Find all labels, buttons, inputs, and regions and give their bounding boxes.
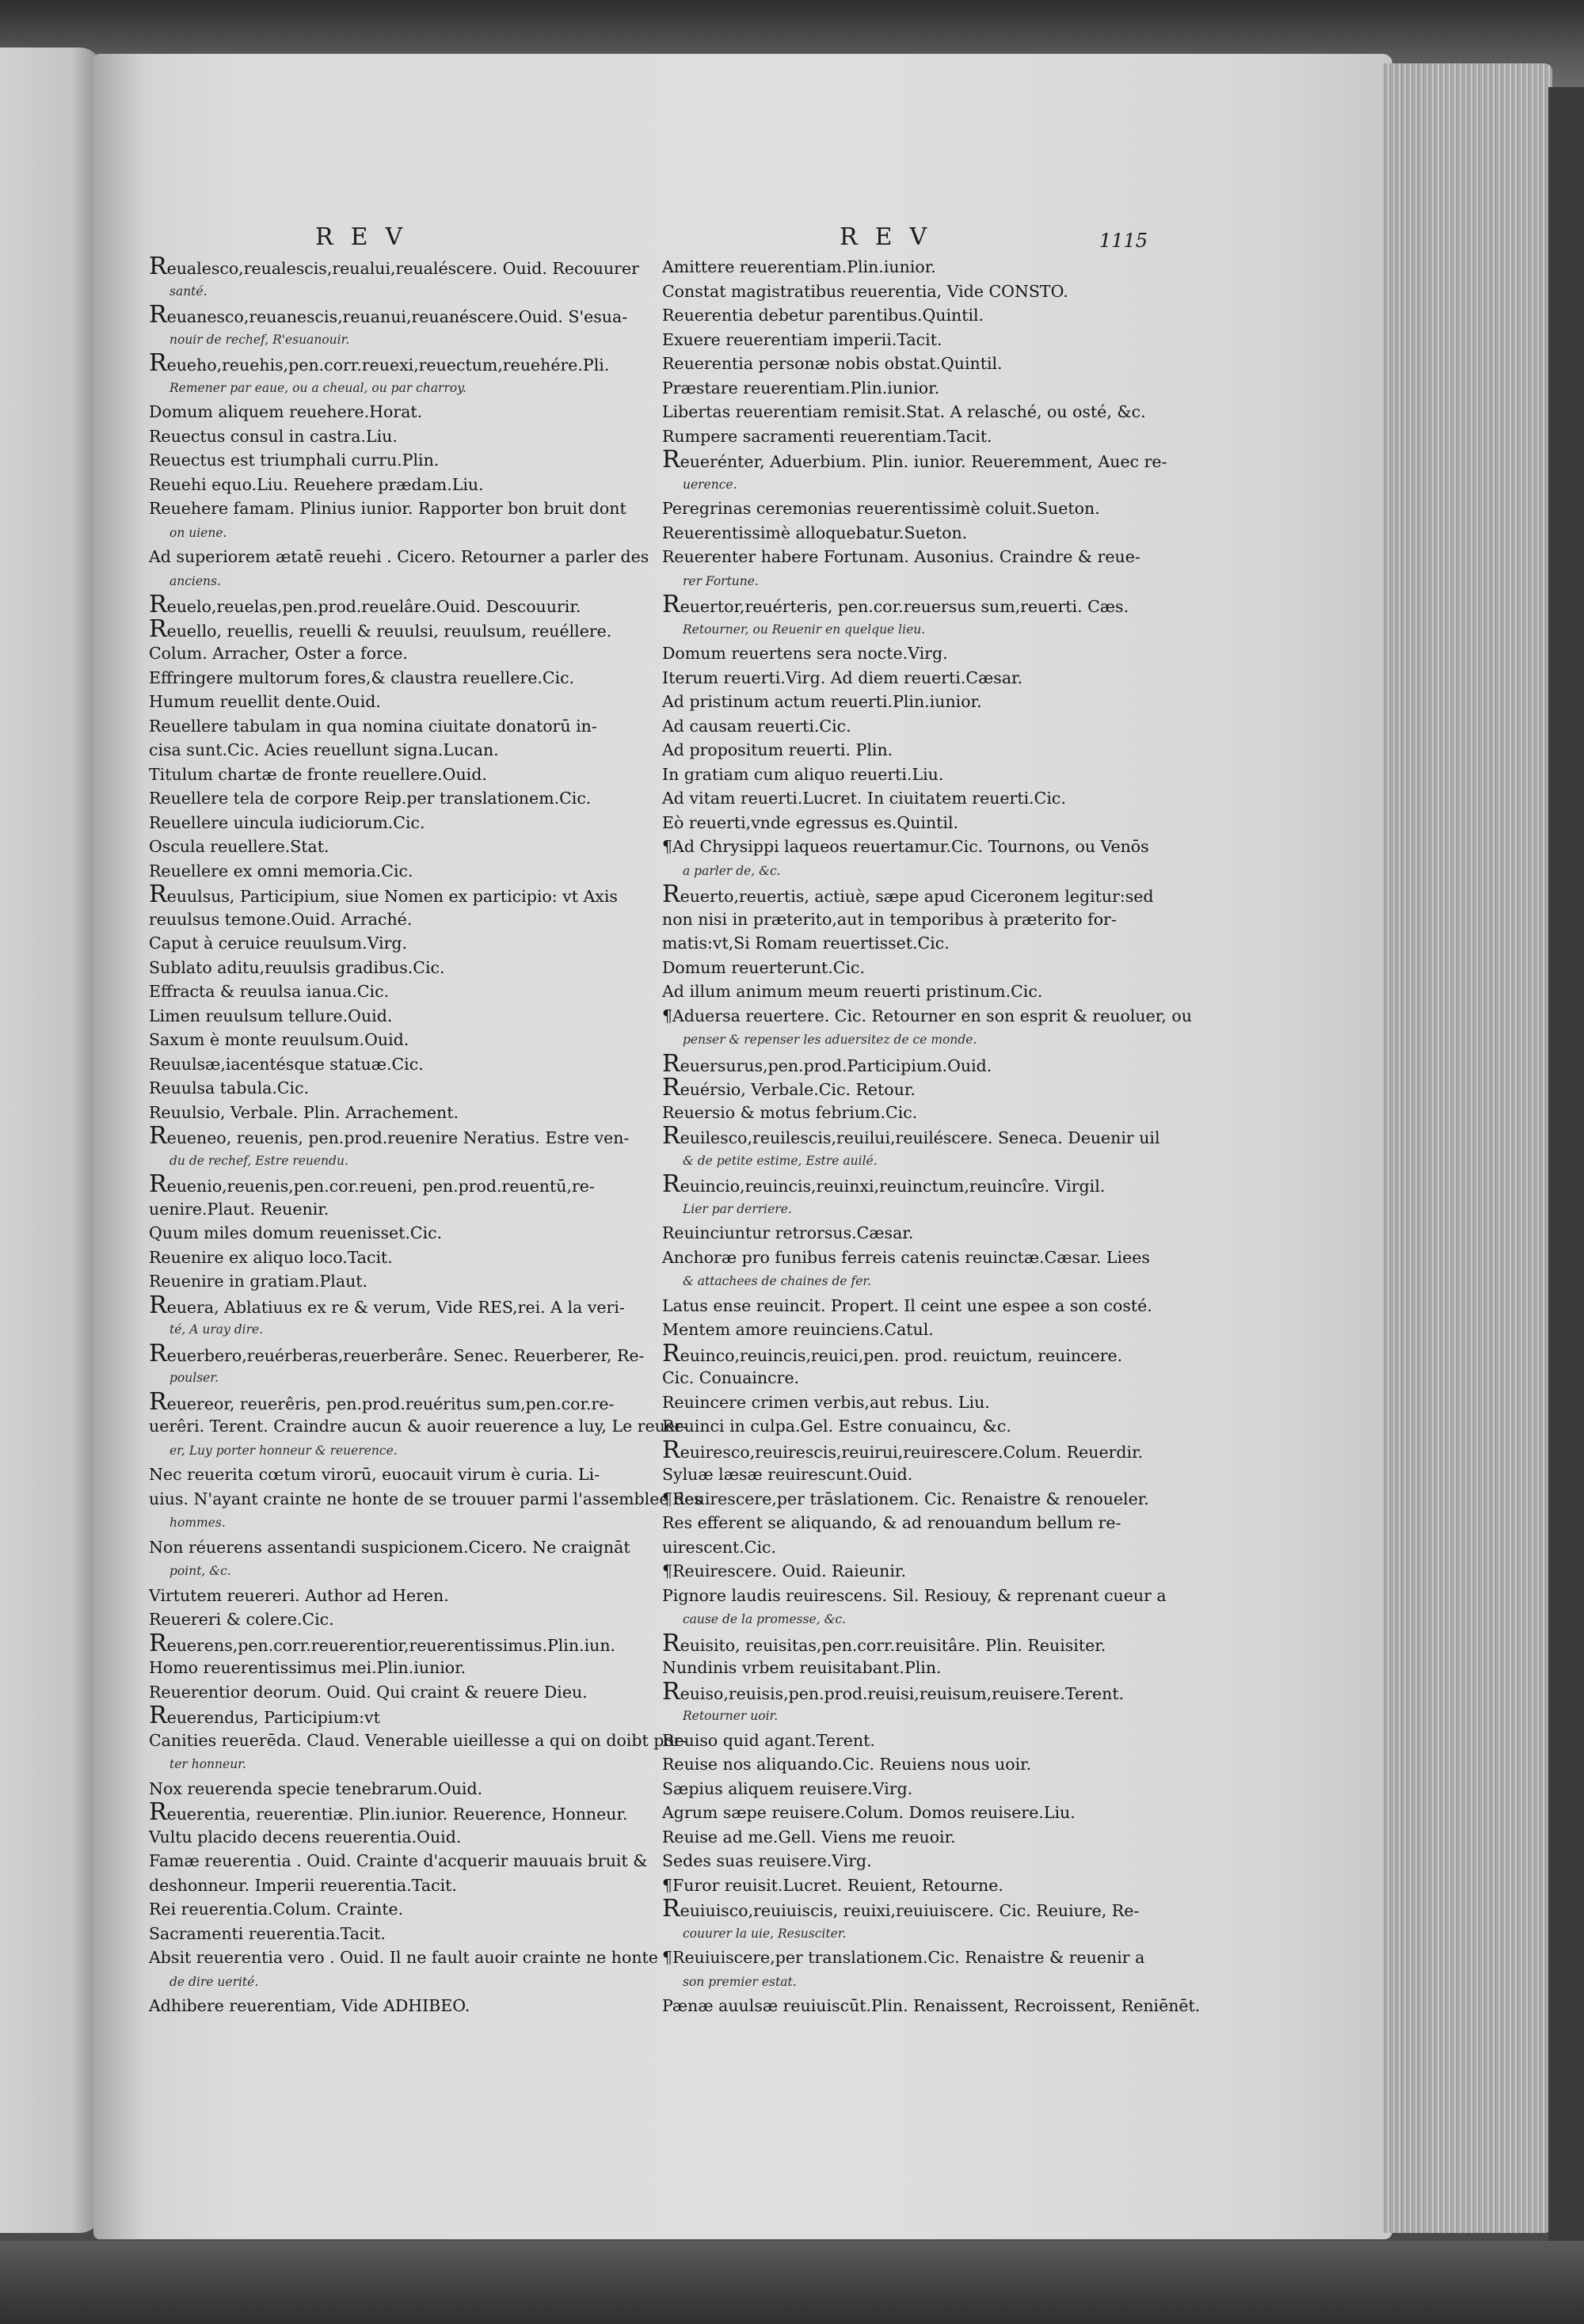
dictionary-headword-line: Reuerbero,reuérberas,reuerberâre. Senec. Reuerberer, Re- bbox=[149, 1339, 645, 1367]
dictionary-line: Reuincere crimen verbis,aut rebus. Liu. bbox=[662, 1392, 990, 1412]
dictionary-headword-line: Reueneo, reuenis, pen.prod.reuenire Neratius. Estre ven- bbox=[149, 1122, 630, 1150]
dictionary-headword-line: Reuerénter, Aduerbium. Plin. iunior. Reueremment, Auec re- bbox=[662, 446, 1167, 474]
book-cover-edge bbox=[1548, 87, 1584, 2241]
dictionary-headword-line: Reuenio,reuenis,pen.cor.reueni, pen.prod.reuentū,re- bbox=[149, 1170, 595, 1198]
french-gloss-line: Lier par derriere. bbox=[683, 1201, 792, 1216]
dictionary-line: Reuehi equo.Liu. Reuehere prædam.Liu. bbox=[149, 474, 484, 494]
dictionary-line: Saxum è monte reuulsum.Ouid. bbox=[149, 1030, 409, 1049]
dictionary-line: Cic. Conuaincre. bbox=[662, 1368, 800, 1387]
dictionary-headword-line: Reuulsus, Participium, siue Nomen ex participio: vt Axis bbox=[149, 881, 618, 908]
dictionary-line: Reuise nos aliquando.Cic. Reuiens nous uoir. bbox=[662, 1755, 1032, 1774]
dictionary-line: ¶Reuiuiscere,per translationem.Cic. Renaistre & reuenir a bbox=[662, 1948, 1145, 1967]
left-column bbox=[149, 253, 703, 2018]
dictionary-line: Limen reuulsum tellure.Ouid. bbox=[149, 1006, 393, 1025]
french-gloss-line: de dire uerité. bbox=[169, 1974, 259, 1989]
dictionary-line: Reuectus est triumphali curru.Plin. bbox=[149, 451, 440, 470]
dictionary-line: Ad vitam reuerti.Lucret. In ciuitatem reuerti.Cic. bbox=[662, 789, 1066, 808]
dictionary-line: Syluæ læsæ reuirescunt.Ouid. bbox=[662, 1465, 913, 1484]
dictionary-line: Reuellere tela de corpore Reip.per translationem.Cic. bbox=[149, 789, 592, 808]
dictionary-headword-line: Reuiuisco,reuiuiscis, reuixi,reuiuiscere. Cic. Reuiure, Re- bbox=[662, 1895, 1140, 1923]
french-gloss-line: du de rechef, Estre reuendu. bbox=[169, 1153, 348, 1168]
french-gloss-line: couurer la uie, Resusciter. bbox=[683, 1926, 847, 1941]
dictionary-line: Reuerentior deorum. Ouid. Qui craint & reuere Dieu. bbox=[149, 1682, 588, 1702]
dictionary-line: Iterum reuerti.Virg. Ad diem reuerti.Cæsar. bbox=[662, 668, 1023, 687]
dictionary-line: Sæpius aliquem reuisere.Virg. bbox=[662, 1778, 913, 1798]
dictionary-line: ¶Reuirescere. Ouid. Raieunir. bbox=[662, 1561, 906, 1580]
dictionary-line: Reuerentia personæ nobis obstat.Quintil. bbox=[662, 354, 1003, 373]
dictionary-line: Pignore laudis reuirescens. Sil. Resiouy, & reprenant cueur a bbox=[662, 1585, 1167, 1605]
dictionary-line: Reuerentissimè alloquebatur.Sueton. bbox=[662, 523, 968, 542]
dictionary-headword-line: Reuiso,reuisis,pen.prod.reuisi,reuisum,reuisere.Terent. bbox=[662, 1677, 1125, 1706]
dictionary-line: Ad propositum reuerti. Plin. bbox=[662, 740, 893, 759]
dictionary-line: uerêri. Terent. Craindre aucun & auoir reuerence a luy, Le reuer- bbox=[149, 1417, 688, 1436]
dictionary-headword-line: Reuersurus,pen.prod.Participium.Ouid. bbox=[662, 1049, 992, 1078]
dictionary-headword-line: Reualesco,reualescis,reualui,reualéscere. Ouid. Recouurer bbox=[149, 253, 639, 280]
dictionary-headword-line: Reuanesco,reuanescis,reuanui,reuanéscere.Ouid. S'esua- bbox=[149, 301, 628, 329]
dictionary-line: deshonneur. Imperii reuerentia.Tacit. bbox=[149, 1875, 457, 1895]
dictionary-headword-line: Reuiresco,reuirescis,reuirui,reuirescere.Colum. Reuerdir. bbox=[662, 1436, 1144, 1464]
dictionary-headword-line: Reuelo,reuelas,pen.prod.reuelâre.Ouid. Descouurir. bbox=[149, 591, 581, 618]
french-gloss-line: anciens. bbox=[169, 573, 221, 588]
dictionary-headword-line: Reuisito, reuisitas,pen.corr.reuisitâre. Plin. Reuisiter. bbox=[662, 1629, 1106, 1657]
dictionary-line: uenire.Plaut. Reuenir. bbox=[149, 1199, 329, 1219]
dictionary-line: Homo reuerentissimus mei.Plin.iunior. bbox=[149, 1658, 466, 1677]
dictionary-line: cisa sunt.Cic. Acies reuellunt signa.Lucan. bbox=[149, 740, 499, 759]
dictionary-line: Famæ reuerentia . Ouid. Crainte d'acquerir mauuais bruit & bbox=[149, 1851, 648, 1870]
dictionary-line: Oscula reuellere.Stat. bbox=[149, 837, 329, 856]
dictionary-line: Adhibere reuerentiam, Vide ADHIBEO. bbox=[149, 1996, 470, 2015]
french-gloss-line: poulser. bbox=[169, 1371, 219, 1385]
french-gloss-line: penser & repenser les aduersitez de ce monde. bbox=[683, 1033, 977, 1047]
french-gloss-line: santé. bbox=[169, 283, 208, 299]
dictionary-line: Rumpere sacramenti reuerentiam.Tacit. bbox=[662, 426, 992, 446]
running-head-left: REV bbox=[315, 223, 421, 251]
dictionary-line: Titulum chartæ de fronte reuellere.Ouid. bbox=[149, 764, 487, 784]
dictionary-line: ¶Ad Chrysippi laqueos reuertamur.Cic. Tournons, ou Venōs bbox=[662, 837, 1149, 856]
dictionary-line: Reuulsæ,iacentésque statuæ.Cic. bbox=[149, 1054, 424, 1074]
french-gloss-line: Remener par eaue, ou a cheual, ou par charroy. bbox=[169, 380, 466, 395]
dictionary-line: Latus ense reuincit. Propert. Il ceint une espee a son costé. bbox=[662, 1295, 1152, 1315]
dictionary-line: Absit reuerentia vero . Ouid. Il ne fault auoir crainte ne honte bbox=[149, 1948, 658, 1967]
french-gloss-line: cause de la promesse, &c. bbox=[683, 1612, 846, 1626]
french-gloss-line: son premier estat. bbox=[683, 1974, 797, 1989]
dictionary-line: Reuise ad me.Gell. Viens me reuoir. bbox=[662, 1827, 956, 1847]
dictionary-line: Nundinis vrbem reuisitabant.Plin. bbox=[662, 1658, 942, 1677]
dictionary-line: Virtutem reuereri. Author ad Heren. bbox=[149, 1585, 449, 1605]
french-gloss-line: rer Fortune. bbox=[683, 573, 759, 588]
french-gloss-line: point, &c. bbox=[169, 1564, 231, 1578]
dictionary-line: Nox reuerenda specie tenebrarum.Ouid. bbox=[149, 1778, 483, 1798]
french-gloss-line: & de petite estime, Estre auilé. bbox=[683, 1153, 878, 1168]
dictionary-line: uirescent.Cic. bbox=[662, 1537, 777, 1557]
dictionary-line: Domum reuertens sera nocte.Virg. bbox=[662, 644, 948, 663]
dictionary-line: Amittere reuerentiam.Plin.iunior. bbox=[662, 257, 936, 276]
dictionary-line: In gratiam cum aliquo reuerti.Liu. bbox=[662, 764, 944, 784]
dictionary-line: Reuinciuntur retrorsus.Cæsar. bbox=[662, 1223, 914, 1242]
dictionary-line: Reuersio & motus febrium.Cic. bbox=[662, 1102, 918, 1122]
dictionary-line: Res efferent se aliquando, & ad renouandum bellum re- bbox=[662, 1513, 1121, 1532]
dictionary-line: Canities reuerēda. Claud. Venerable uieillesse a qui on doibt por- bbox=[149, 1730, 687, 1750]
dictionary-headword-line: Reuerentia, reuerentiæ. Plin.iunior. Reuerence, Honneur. bbox=[149, 1798, 628, 1826]
dictionary-line: Effringere multorum fores,& claustra reuellere.Cic. bbox=[149, 668, 575, 687]
dictionary-line: Non réuerens assentandi suspicionem.Cicero. Ne craignāt bbox=[149, 1537, 630, 1557]
dictionary-line: Præstare reuerentiam.Plin.iunior. bbox=[662, 378, 940, 397]
running-head-right: REV bbox=[840, 223, 945, 251]
right-column bbox=[662, 255, 1201, 2018]
dictionary-line: Caput à ceruice reuulsum.Virg. bbox=[149, 934, 408, 953]
dictionary-line: Reuehere famam. Plinius iunior. Rapporter bon bruit dont bbox=[149, 499, 626, 518]
dictionary-line: ¶Reuirescere,per trāslationem. Cic. Renaistre & renoueler. bbox=[662, 1489, 1149, 1508]
dictionary-line: Libertas reuerentiam remisit.Stat. A relasché, ou osté, &c. bbox=[662, 402, 1146, 421]
dictionary-line: Exuere reuerentiam imperii.Tacit. bbox=[662, 329, 942, 349]
dictionary-headword-line: Reuilesco,reuilescis,reuilui,reuiléscere. Seneca. Deuenir uil bbox=[662, 1122, 1160, 1150]
dictionary-line: Sedes suas reuisere.Virg. bbox=[662, 1851, 872, 1870]
dictionary-line: Reuenire in gratiam.Plaut. bbox=[149, 1272, 368, 1291]
dictionary-line: Sublato aditu,reuulsis gradibus.Cic. bbox=[149, 957, 445, 977]
dictionary-headword-line: Reuertor,reuérteris, pen.cor.reuersus sum,reuerti. Cæs. bbox=[662, 591, 1129, 618]
dictionary-line: Rei reuerentia.Colum. Crainte. bbox=[149, 1900, 404, 1919]
dictionary-headword-line: Reuinco,reuincis,reuici,pen. prod. reuictum, reuincere. bbox=[662, 1339, 1123, 1367]
french-gloss-line: er, Luy porter honneur & reuerence. bbox=[169, 1443, 398, 1458]
scan-background-bottom bbox=[0, 2241, 1584, 2324]
dictionary-line: Nec reuerita cœtum virorū, euocauit virum è curia. Li- bbox=[149, 1465, 600, 1484]
dictionary-headword-line: Reuerendus, Participium:vt bbox=[149, 1702, 380, 1729]
dictionary-line: Eò reuerti,vnde egressus es.Quintil. bbox=[662, 812, 959, 832]
dictionary-line: Domum aliquem reuehere.Horat. bbox=[149, 402, 423, 421]
dictionary-line: reuulsus temone.Ouid. Arraché. bbox=[149, 909, 413, 929]
dictionary-headword-line: Reuerto,reuertis, actiuè, sæpe apud Ciceronem legitur:sed bbox=[662, 881, 1154, 908]
french-gloss-line: nouir de rechef, R'esuanouir. bbox=[169, 332, 350, 347]
dictionary-line: Peregrinas ceremonias reuerentissimè coluit.Sueton. bbox=[662, 499, 1100, 518]
dictionary-line: Reuellere ex omni memoria.Cic. bbox=[149, 861, 413, 881]
french-gloss-line: uerence. bbox=[683, 477, 737, 492]
dictionary-line: Effracta & reuulsa ianua.Cic. bbox=[149, 982, 390, 1001]
previous-page-edge bbox=[0, 48, 103, 2233]
dictionary-line: Ad illum animum meum reuerti pristinum.Cic. bbox=[662, 982, 1043, 1001]
dictionary-line: Quum miles domum reuenisset.Cic. bbox=[149, 1223, 443, 1242]
french-gloss-line: on uiene. bbox=[169, 525, 227, 540]
dictionary-line: Reuerenter habere Fortunam. Ausonius. Craindre & reue- bbox=[662, 547, 1140, 566]
dictionary-line: Reuellere uincula iudiciorum.Cic. bbox=[149, 812, 425, 832]
page-edges-stack bbox=[1382, 63, 1552, 2233]
dictionary-line: Reuerentia debetur parentibus.Quintil. bbox=[662, 306, 984, 325]
french-gloss-line: té, A uray dire. bbox=[169, 1322, 264, 1337]
dictionary-line: ¶Furor reuisit.Lucret. Reuient, Retourne. bbox=[662, 1875, 1003, 1895]
dictionary-headword-line: Reuello, reuellis, reuelli & reuulsi, reuulsum, reuéllere. bbox=[149, 614, 612, 643]
dictionary-line: Reuectus consul in castra.Liu. bbox=[149, 426, 398, 446]
dictionary-line: Mentem amore reuinciens.Catul. bbox=[662, 1320, 934, 1339]
dictionary-line: Domum reuerterunt.Cic. bbox=[662, 957, 866, 977]
dictionary-headword-line: Reuincio,reuincis,reuinxi,reuinctum,reuincîre. Virgil. bbox=[662, 1170, 1106, 1198]
dictionary-line: matis:vt,Si Romam reuertisset.Cic. bbox=[662, 934, 950, 953]
dictionary-line: Reuulsio, Verbale. Plin. Arrachement. bbox=[149, 1102, 459, 1122]
dictionary-line: Ad pristinum actum reuerti.Plin.iunior. bbox=[662, 692, 982, 711]
dictionary-headword-line: Reuerens,pen.corr.reuerentior,reuerentissimus.Plin.iun. bbox=[149, 1629, 616, 1657]
french-gloss-line: Retourner uoir. bbox=[683, 1709, 779, 1723]
dictionary-line: Reuenire ex aliquo loco.Tacit. bbox=[149, 1247, 393, 1267]
french-gloss-line: & attachees de chaines de fer. bbox=[683, 1274, 872, 1288]
dictionary-line: Colum. Arracher, Oster a force. bbox=[149, 644, 408, 663]
dictionary-line: Reuinci in culpa.Gel. Estre conuaincu, &c. bbox=[662, 1417, 1011, 1436]
dictionary-line: Constat magistratibus reuerentia, Vide CONSTO. bbox=[662, 281, 1068, 301]
french-gloss-line: hommes. bbox=[169, 1516, 226, 1530]
dictionary-line: Reuereri & colere.Cic. bbox=[149, 1610, 334, 1629]
french-gloss-line: a parler de, &c. bbox=[683, 863, 781, 878]
dictionary-line: Reuulsa tabula.Cic. bbox=[149, 1078, 310, 1097]
french-gloss-line: ter honneur. bbox=[169, 1757, 246, 1771]
dictionary-headword-line: Reuera, Ablatiuus ex re & verum, Vide RES,rei. A la veri- bbox=[149, 1291, 625, 1319]
dictionary-line: Humum reuellit dente.Ouid. bbox=[149, 692, 381, 711]
dictionary-line: Pænæ auulsæ reuiuiscūt.Plin. Renaissent, Recroissent, Reniēnēt. bbox=[662, 1996, 1201, 2015]
dictionary-line: Reuellere tabulam in qua nomina ciuitate donatorū in- bbox=[149, 716, 597, 736]
dictionary-headword-line: Reuereor, reuerêris, pen.prod.reuéritus sum,pen.cor.re- bbox=[149, 1387, 615, 1416]
dictionary-line: Sacramenti reuerentia.Tacit. bbox=[149, 1923, 386, 1943]
dictionary-line: non nisi in præterito,aut in temporibus à præterito for- bbox=[662, 909, 1117, 929]
dictionary-line: Ad superiorem ætatē reuehi . Cicero. Retourner a parler des bbox=[149, 547, 649, 566]
dictionary-line: Anchoræ pro funibus ferreis catenis reuinctæ.Cæsar. Liees bbox=[662, 1247, 1150, 1267]
dictionary-line: Reuiso quid agant.Terent. bbox=[662, 1730, 875, 1750]
dictionary-line: ¶Aduersa reuertere. Cic. Retourner en son esprit & reuoluer, ou bbox=[662, 1006, 1192, 1025]
dictionary-line: Agrum sæpe reuisere.Colum. Domos reuisere.Liu. bbox=[662, 1803, 1076, 1822]
page-number: 1115 bbox=[1099, 230, 1148, 252]
dictionary-line: Ad causam reuerti.Cic. bbox=[662, 716, 851, 736]
dictionary-line: Vultu placido decens reuerentia.Ouid. bbox=[149, 1827, 462, 1847]
french-gloss-line: Retourner, ou Reuenir en quelque lieu. bbox=[683, 622, 926, 637]
dictionary-line: uius. N'ayant crainte ne honte de se trouuer parmi l'assemblee des bbox=[149, 1489, 703, 1508]
dictionary-headword-line: Reueho,reuehis,pen.corr.reuexi,reuectum,reuehére.Pli. bbox=[149, 349, 610, 377]
dictionary-headword-line: Reuérsio, Verbale.Cic. Retour. bbox=[662, 1074, 916, 1101]
